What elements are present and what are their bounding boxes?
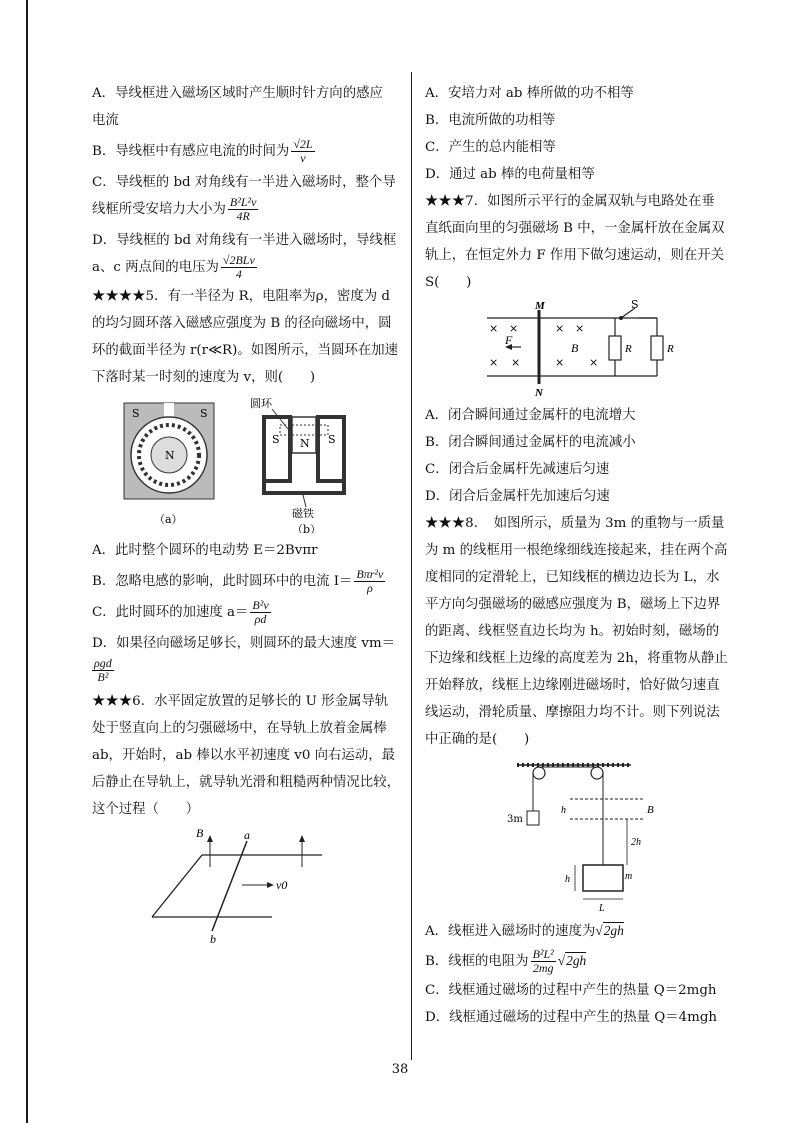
magnet-label: 磁铁: [292, 507, 314, 520]
q5-option-d-fraction-line: [92, 657, 404, 684]
q8-option-b-radical: √2gh: [557, 953, 587, 968]
pole-s-left: S: [132, 407, 140, 420]
q8-option-b: [425, 947, 741, 975]
fraction-numerator: B²L²v: [229, 195, 257, 209]
switch-pivot: [619, 316, 623, 320]
pole-s-b-right: S: [328, 433, 336, 446]
q7-figure: [425, 300, 741, 398]
velocity-arrowhead: [267, 882, 274, 888]
fraction-numerator: √2L: [293, 137, 313, 151]
ring-cross-section: [280, 425, 328, 435]
q7-option-d: D．闭合后金属杆先加速后匀速: [425, 489, 610, 504]
q4-option-d-text: a、c 两点间的电压为: [92, 260, 219, 275]
q5-stem-line1: ★★★★5．有一半径为 R，电阻率为ρ，密度为 d: [92, 289, 390, 304]
q4-option-b: [92, 138, 404, 165]
field-arrowhead-right: [299, 835, 305, 842]
column-divider: [411, 72, 412, 1060]
pole-s-b-left: S: [272, 433, 280, 446]
q8-stem-line3: 度相同的定滑轮上，已知线框的横边边长为 L，水: [425, 570, 720, 585]
field-mark: ×: [589, 356, 599, 369]
magnet-gap: [164, 403, 174, 417]
weight-label: 3m: [507, 814, 523, 825]
q5-figure: [92, 395, 404, 533]
q5-figure-a: [124, 403, 214, 526]
resistor-label-left: R: [625, 343, 632, 355]
q5-option-c-fraction: [250, 599, 270, 626]
q5-option-a: A．此时整个圆环的电动势 E＝2Bvπr: [92, 543, 318, 558]
q4-option-a-line1: A．导线框进入磁场区域时产生顺时针方向的感应: [92, 86, 383, 101]
field-height-label: h: [561, 805, 566, 816]
gap-label: 2h: [631, 837, 641, 848]
pulley-right: [591, 767, 603, 779]
q7-stem-line2: 直纸面向里的匀强磁场 B 中，一金属杆放在金属双: [425, 221, 725, 236]
q6-stem-line4: 后静止在导轨上，就导轨光滑和粗糙两种情况比较，: [92, 775, 400, 790]
radicand: 2gh: [603, 923, 624, 938]
q7-option-b: B．闭合瞬间通过金属杆的电流减小: [425, 435, 636, 450]
q7-stem-line3: 轨上，在恒定外力 F 作用下做匀速运动，则在开关: [425, 248, 725, 263]
fraction-denominator: ρd: [254, 612, 267, 626]
q6-figure: [92, 827, 404, 945]
q5-stem-line4: 下落时某一时刻的速度为 v，则( ): [92, 370, 316, 385]
pole-s-right: S: [200, 407, 208, 420]
q7-stem-line4: S( ): [425, 275, 472, 290]
q6-option-c: C．产生的总内能相等: [425, 140, 556, 155]
frame-height-label: h: [565, 874, 570, 885]
page-number: 38: [391, 1062, 409, 1077]
rail-end: [152, 855, 202, 917]
q8-stem-line8: 线运动，滑轮质量、摩擦阻力均不计。则下列说法: [425, 705, 720, 720]
field-mark: ×: [575, 322, 585, 335]
q6-option-b: B．电流所做的功相等: [425, 113, 556, 128]
q8-option-b-text: B．线框的电阻为: [425, 954, 529, 969]
field-arrowhead-left: [207, 835, 213, 842]
frame-width-label: L: [599, 903, 605, 913]
figure-b-caption: （b）: [292, 523, 322, 533]
left-column: [92, 80, 404, 949]
q5-stem-line2: 的均匀圆环落入磁感应强度为 B 的径向磁场中，圆: [92, 316, 392, 331]
q4-option-d-fraction: [221, 254, 257, 281]
q4-option-c-line2: [92, 196, 404, 223]
q8-stem-line6: 下边缘和线框上边缘的高度差为 2h，将重物从静止: [425, 651, 728, 666]
rod-label-m: M: [535, 300, 545, 312]
q5-option-c: [92, 599, 404, 626]
fraction-numerator: ρgd: [94, 656, 112, 670]
ring-label: 圆环: [250, 397, 272, 410]
q8-stem-line1: ★★★8． 如图所示，质量为 3m 的重物与一质量: [425, 516, 725, 531]
q5-option-b-fraction: [354, 568, 385, 595]
q4-option-d-line1: D．导线框的 bd 对角线有一半进入磁场时，导线框: [92, 233, 397, 248]
q8-stem-line5: 的距离、线框竖直边长均为 h。初始时刻，磁场的: [425, 624, 720, 639]
pulley-left: [533, 767, 545, 779]
fraction-numerator: Bπr²v: [356, 567, 384, 581]
q8-figure: [425, 757, 741, 913]
fraction-numerator: B²v: [252, 598, 269, 612]
q7-stem-line1: ★★★7．如图所示平行的金属双轨与电路处在垂: [425, 194, 715, 209]
q4-option-c-text: 线框所受安培力大小为: [92, 202, 226, 217]
q8-option-a: [425, 917, 741, 945]
q8-option-c: C．线框通过磁场的过程中产生的热量 Q＝2mgh: [425, 983, 717, 998]
field-mark: ×: [555, 356, 565, 369]
resistor-label-right: R: [667, 343, 674, 355]
q8-option-b-fraction: [531, 948, 556, 975]
fraction-denominator: 4: [235, 267, 242, 281]
field-mark: ×: [555, 322, 565, 335]
q6-stem-line1: ★★★6．水平固定放置的足够长的 U 形金属导轨: [92, 694, 389, 709]
right-column: [425, 80, 741, 1031]
q4-option-a-line2: 电流: [92, 113, 119, 128]
q8-stem-line7: 开始释放，线框上边缘刚进磁场时，恰好做匀速直: [425, 678, 720, 693]
field-mark: ×: [509, 322, 519, 335]
q4-option-c-fraction: [228, 196, 259, 223]
fraction-denominator: ρ: [367, 581, 373, 595]
magnet-right-arm: [318, 417, 344, 481]
fraction-numerator: B²L²: [532, 947, 554, 961]
q8-option-d: D．线框通过磁场的过程中产生的热量 Q＝4mgh: [425, 1010, 718, 1025]
fraction-numerator: √2BLv: [222, 253, 255, 267]
frame-mass-label: m: [625, 871, 633, 882]
weight-3m: [527, 811, 539, 825]
radicand: 2gh: [566, 953, 587, 968]
force-label: F: [505, 333, 513, 347]
fraction-denominator: B²: [97, 670, 109, 684]
binding-line: [26, 0, 28, 1123]
q4-option-b-fraction: [291, 138, 314, 165]
q6-stem-line2: 处于竖直向上的匀强磁场中，在导轨上放着金属棒: [92, 721, 387, 736]
q5-option-b-text: B．忽略电感的影响，此时圆环中的电流 I＝: [92, 574, 353, 589]
pole-n: N: [165, 449, 175, 462]
q4-option-d-line2: [92, 254, 404, 281]
q5-option-d-line1: D．如果径向磁场足够长，则圆环的最大速度 vm＝: [92, 636, 396, 651]
q5-stem-line3: 环的截面半径为 r(r≪R)。如图所示，当圆环在加速: [92, 343, 399, 358]
q6-stem-line3: ab，开始时，ab 棒以水平初速度 v0 向右运动，最: [92, 748, 395, 763]
fraction-denominator: 4R: [236, 209, 250, 223]
q5-option-b: [92, 568, 404, 595]
q8-stem-line4: 平方向匀强磁场的磁感应强度为 B，磁场上下边界: [425, 597, 721, 612]
fraction-denominator: v: [300, 151, 306, 165]
pole-n-b: N: [300, 437, 310, 450]
coil-frame: [583, 865, 623, 891]
resistor-right: [651, 336, 663, 360]
q8-stem-line9: 中正确的是( ): [425, 732, 530, 747]
field-mark: ×: [511, 356, 521, 369]
q8-stem-line2: 为 m 的线框用一根绝缘细线连接起来，挂在两个高: [425, 543, 728, 558]
point-a-label: a: [244, 828, 250, 842]
q5-figure-b: [250, 397, 344, 533]
q6-option-a: A．安培力对 ab 棒所做的功不相等: [425, 86, 634, 101]
q8-option-a-text: A．线框进入磁场时的速度为: [425, 924, 596, 939]
switch-label: S: [631, 300, 639, 311]
field-mark: ×: [489, 356, 499, 369]
q7-option-a: A．闭合瞬间通过金属杆的电流增大: [425, 408, 636, 423]
q8-option-a-radical: √2gh: [595, 923, 624, 938]
field-label: B: [647, 804, 654, 816]
q6-option-d: D．通过 ab 棒的电荷量相等: [425, 167, 595, 182]
field-label: B: [571, 341, 579, 355]
fraction-denominator: 2mg: [532, 961, 554, 975]
q5-option-c-text: C．此时圆环的加速度 a＝: [92, 605, 249, 620]
q5-option-d-fraction: [92, 657, 114, 684]
point-b-label: b: [210, 932, 216, 945]
rod-label-n: N: [535, 387, 543, 398]
field-label: B: [196, 827, 204, 840]
field-mark: ×: [489, 322, 499, 335]
q7-option-c: C．闭合后金属杆先减速后匀速: [425, 462, 610, 477]
q4-option-c-line1: C．导线框的 bd 对角线有一半进入磁场时，整个导: [92, 175, 396, 190]
figure-a-caption: （a）: [154, 513, 183, 526]
resistor-left: [609, 336, 621, 360]
q6-stem-line5: 这个过程（ ）: [92, 802, 200, 817]
q4-option-b-text: B．导线框中有感应电流的时间为: [92, 144, 290, 159]
velocity-label: v0: [276, 878, 288, 892]
